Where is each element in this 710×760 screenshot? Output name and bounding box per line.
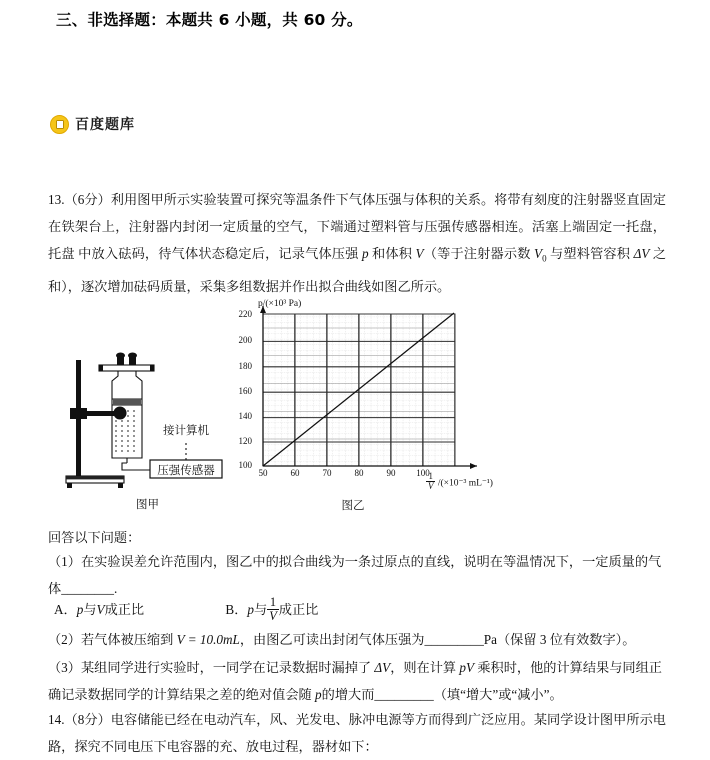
label-pressure-sensor: 压强传感器 — [157, 463, 215, 477]
sub3-delta-V: ΔV — [374, 660, 391, 675]
option-b-fraction — [267, 596, 279, 623]
option-a-label: A． — [54, 602, 77, 618]
x-axis-unit: /(×10⁻³ mL⁻¹) — [437, 478, 493, 489]
x-axis-fraction — [426, 472, 435, 492]
question-14-stem: 14.（8分）电容储能已经在电动汽车，风、光发电、脉冲电源等方而得到广泛应用。某同学设计图甲所示电路，探究不同电压下电容器的充、放电过程，器材如下： — [48, 712, 666, 754]
symbol-delta-V: ΔV — [633, 246, 650, 261]
y-tick-160: 160 — [238, 386, 252, 396]
baidu-tiku-logo-icon — [50, 115, 69, 134]
sub2-post: （保留 3 位有效数字）。 — [496, 632, 636, 647]
option-b-denominator: V — [269, 609, 277, 624]
option-a[interactable] — [54, 602, 144, 617]
option-a-symbol-V: V — [96, 602, 105, 618]
brand-watermark — [50, 114, 135, 134]
figure-yi-chart — [230, 300, 495, 500]
x-tick-90: 90 — [386, 468, 396, 478]
figure-jia-apparatus — [60, 342, 235, 517]
sub3-mid2: 乘积时，他的计算结果与同组正确记录数据同学的计算结果之差的绝对值会随 — [48, 660, 662, 702]
label-to-computer: 接计算机 — [163, 423, 209, 437]
option-b-label: B． — [225, 602, 248, 618]
option-b-numerator: 1 — [267, 596, 279, 610]
y-tick-120: 120 — [238, 436, 252, 446]
x-tick-80: 80 — [354, 468, 364, 478]
sub2-pre: （2）若气体被压缩到 — [48, 632, 177, 647]
y-tick-140: 140 — [238, 411, 252, 421]
y-tick-180: 180 — [238, 361, 252, 371]
y-tick-200: 200 — [238, 335, 252, 345]
symbol-V0: V — [534, 246, 543, 261]
x-tick-50: 50 — [258, 468, 268, 478]
option-b[interactable] — [225, 595, 319, 624]
q13-paragraph-1: 13.（6分）利用图甲所示实验装置可探究等温条件下气体压强与体积的关系。将带有刻度的注射器竖直固定在铁架台上，注射器内封闭一定质量的空气，下端通过塑料管与压强传感器相连。活塞上端固定一托盘，托盘 — [48, 192, 666, 261]
question-13-stem — [48, 186, 666, 300]
figure-jia-caption: 图甲 — [136, 497, 159, 511]
q13-paragraph-2-mid3: 与塑料管容积 — [546, 246, 634, 261]
chart-x-axis-label — [426, 472, 493, 492]
sub3-mid3: 的增大而 — [321, 687, 375, 702]
sub2-blank: _________ — [424, 632, 484, 647]
sub2-unit: Pa — [483, 632, 497, 647]
sub1-blank: ________ — [61, 581, 114, 596]
symbol-V: V — [415, 246, 424, 261]
option-a-pre: 与 — [83, 602, 97, 618]
apparatus-svg — [60, 342, 235, 517]
sub3-pV: pV — [459, 660, 475, 675]
q13-paragraph-2-end: 之和），逐次增加砝码质量，采集多组数据并作出拟合曲线如图乙所示。 — [48, 246, 667, 294]
option-b-pre: 与 — [254, 602, 268, 618]
sub1-text: （1）在实验误差允许范围内，图乙中的拟合曲线为一条过原点的直线，说明在等温情况下，一定质量的气体 — [48, 554, 662, 596]
chart-plot-area — [260, 306, 477, 469]
q13-paragraph-2-mid2: （等于注射器示数 — [423, 246, 535, 261]
answer-prompt: 回答以下问题： — [48, 530, 141, 545]
y-tick-220: 220 — [238, 309, 252, 319]
brand-name: 百度题库 — [75, 117, 135, 133]
section-header: 三、非选择题：本题共 6 小题，共 60 分。 — [56, 11, 363, 29]
figure-yi-caption: 图乙 — [341, 498, 365, 512]
y-tick-100: 100 — [238, 460, 252, 470]
figures-row — [48, 300, 668, 522]
x-tick-70: 70 — [322, 468, 332, 478]
question-13-sub-1 — [48, 548, 666, 602]
sub3-post: （填“增大”或“减小”。 — [433, 687, 563, 702]
chart-y-axis-label: p/(×10³ Pa) — [258, 299, 302, 309]
question-13-options — [48, 596, 666, 623]
sub3-pre: （3）某组同学进行实验时，一同学在记录数据时漏掉了 — [48, 660, 375, 675]
question-13-sub-3 — [48, 654, 666, 708]
option-b-symbol-p: p — [247, 602, 254, 618]
symbol-V0-subscript: 0 — [542, 253, 547, 264]
sub2-mid: ，由图乙可读出封闭气体压强为 — [239, 632, 425, 647]
sub3-blank: _________ — [374, 687, 434, 702]
sub3-mid: ，则在计算 — [390, 660, 460, 675]
q13-paragraph-2-pre: 中放入砝码，待气体状态稳定后，记录气体压强 — [78, 246, 362, 261]
sub1-period: . — [113, 581, 118, 596]
sub3-symbol-p: p — [315, 687, 322, 702]
x-tick-100: 100 — [416, 468, 430, 478]
option-a-symbol-p: p — [76, 602, 84, 618]
symbol-p: p — [361, 246, 369, 261]
x-tick-60: 60 — [290, 468, 300, 478]
sub2-value: V = 10.0mL — [176, 632, 240, 647]
option-a-post: 成正比 — [104, 602, 145, 618]
x-axis-fraction-numerator: 1 — [426, 472, 435, 482]
option-b-post: 成正比 — [278, 602, 319, 618]
x-axis-fraction-denominator: V — [428, 481, 434, 492]
q13-paragraph-2-mid: 和体积 — [368, 246, 416, 261]
question-13-sub-2 — [48, 626, 666, 653]
